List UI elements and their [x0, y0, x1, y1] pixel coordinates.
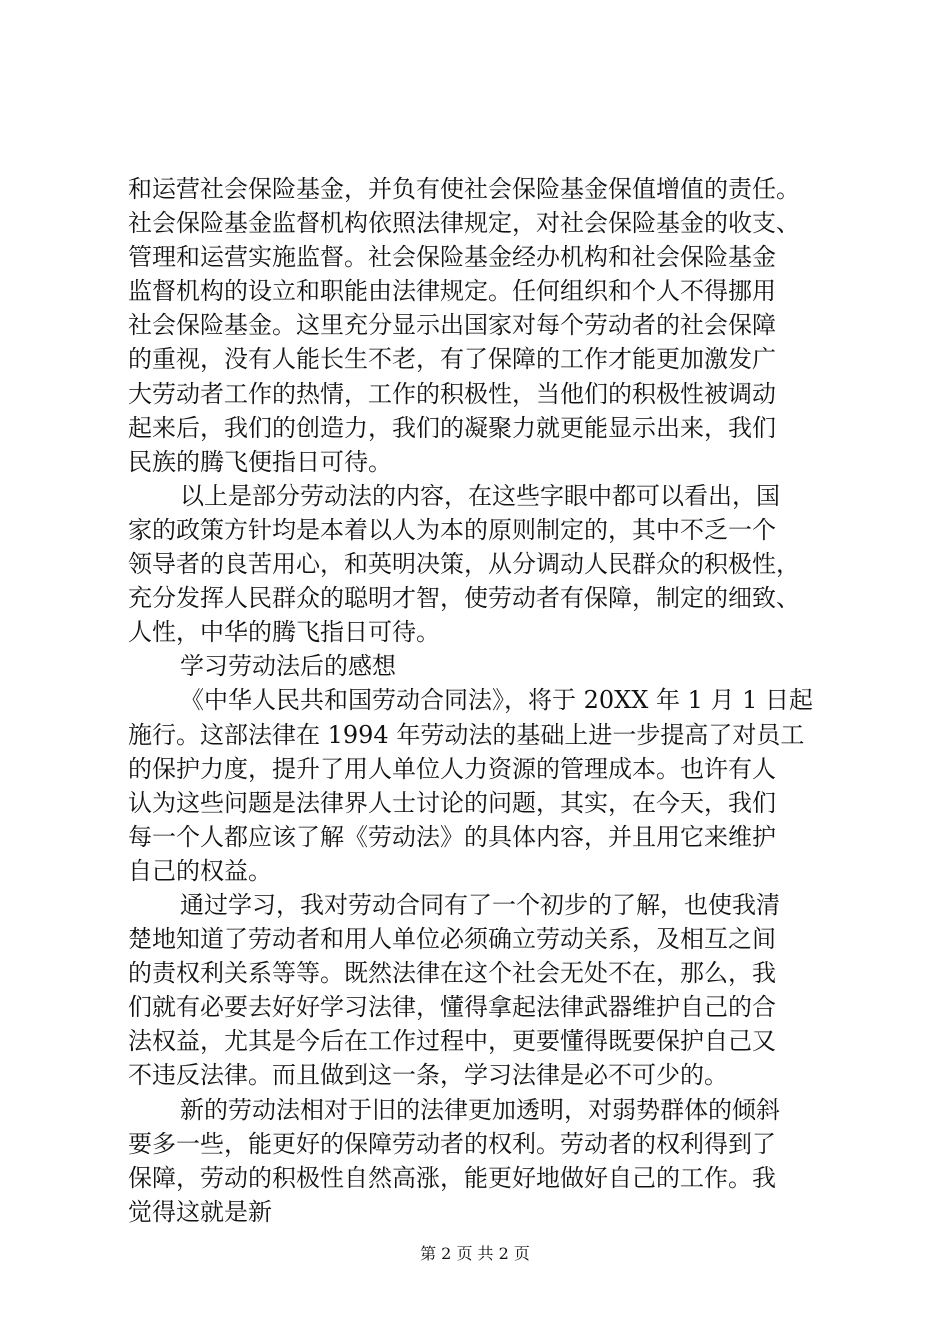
text-line: 充分发挥人民群众的聪明才智，使劳动者有保障，制定的细致、	[128, 584, 800, 613]
text-line: 家的政策方针均是本着以人为本的原则制定的，其中不乏一个	[128, 515, 776, 544]
text-line: 施行。这部法律在 1994 年劳动法的基础上进一步提高了对员工	[128, 720, 805, 749]
text-line: 和运营社会保险基金，并负有使社会保险基金保值增值的责任。	[128, 175, 800, 203]
text-line: 觉得这就是新	[128, 1197, 272, 1226]
text-line: 大劳动者工作的热情，工作的积极性，当他们的积极性被调动	[128, 379, 776, 408]
text-line: 社会保险基金。这里充分显示出国家对每个劳动者的社会保障	[128, 311, 776, 340]
text-line: 领导者的良苦用心，和英明决策，从分调动人民群众的积极性，	[128, 550, 800, 579]
text-line: 不违反法律。而且做到这一条，学习法律是必不可少的。	[128, 1061, 728, 1090]
text-line: 自己的权益。	[128, 856, 272, 885]
text-line: 保障，劳动的积极性自然高涨，能更好地做好自己的工作。我	[128, 1163, 776, 1192]
text-line: 起来后，我们的创造力，我们的凝聚力就更能显示出来，我们	[128, 413, 776, 442]
text-line: 人性，中华的腾飞指日可待。	[128, 618, 440, 647]
text-line: 的重视，没有人能长生不老，有了保障的工作才能更加激发广	[128, 345, 776, 374]
text-line: 的保护力度，提升了用人单位人力资源的管理成本。也许有人	[128, 754, 776, 783]
document-body	[128, 172, 828, 1229]
text-line: 们就有必要去好好学习法律，懂得拿起法律武器维护自己的合	[128, 993, 776, 1022]
text-line: 楚地知道了劳动者和用人单位必须确立劳动关系，及相互之间	[128, 925, 776, 954]
text-line: 新的劳动法相对于旧的法律更加透明，对弱势群体的倾斜	[180, 1095, 780, 1124]
text-line: 每一个人都应该了解《劳动法》的具体内容，并且用它来维护	[128, 822, 776, 851]
text-line: 民族的腾飞便指日可待。	[128, 447, 392, 476]
page-footer: 第 2 页 共 2 页	[420, 1244, 530, 1263]
text-line: 认为这些问题是法律界人士讨论的问题，其实，在今天，我们	[128, 788, 776, 817]
text-line: 《中华人民共和国劳动合同法》，将于 20XX 年 1 月 1 日起	[180, 686, 814, 715]
text-line: 法权益，尤其是今后在工作过程中，更要懂得既要保护自己又	[128, 1027, 776, 1056]
text-line: 管理和运营实施监督。社会保险基金经办机构和社会保险基金	[128, 243, 776, 272]
text-line: 通过学习，我对劳动合同有了一个初步的了解，也使我清	[180, 890, 780, 919]
text-line: 学习劳动法后的感想	[180, 652, 396, 681]
text-line: 要多一些，能更好的保障劳动者的权利。劳动者的权利得到了	[128, 1129, 776, 1158]
text-line: 的责权利关系等等。既然法律在这个社会无处不在，那么，我	[128, 959, 776, 988]
text-line: 监督机构的设立和职能由法律规定。任何组织和个人不得挪用	[128, 277, 776, 306]
text-line: 社会保险基金监督机构依照法律规定，对社会保险基金的收支、	[128, 209, 800, 238]
text-line: 以上是部分劳动法的内容，在这些字眼中都可以看出，国	[180, 481, 780, 510]
